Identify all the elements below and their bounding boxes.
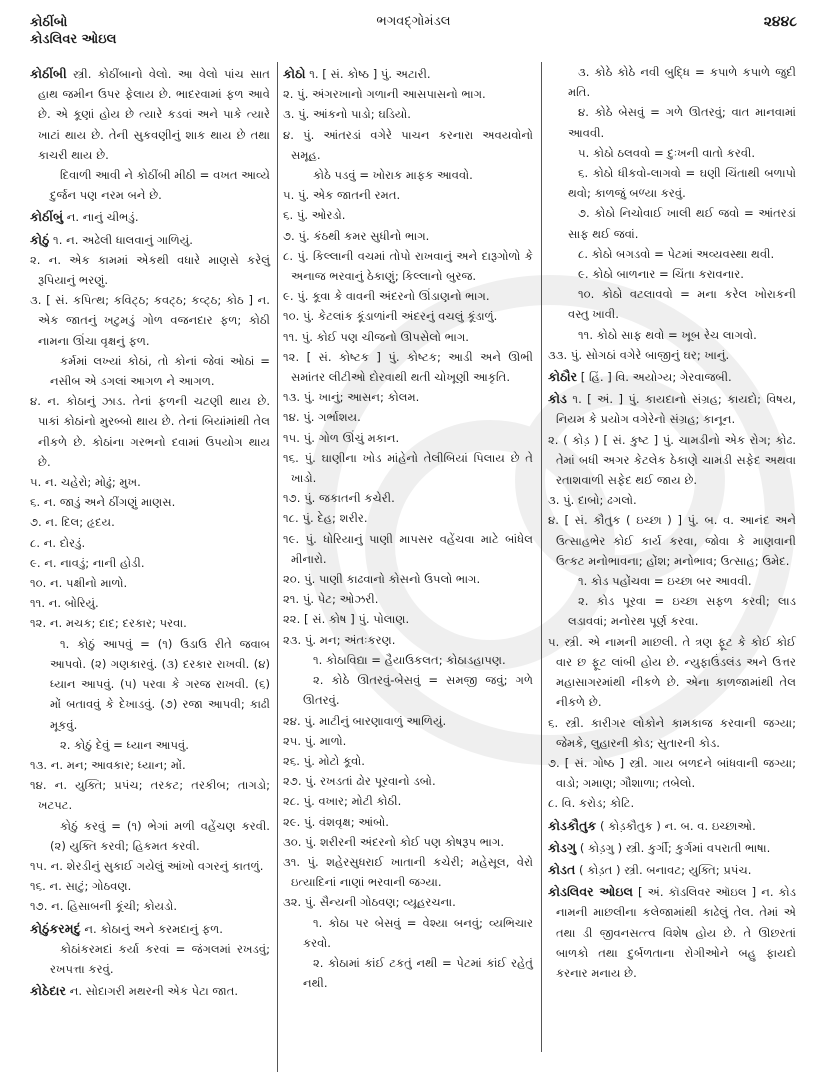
dictionary-entry [30, 919, 270, 939]
definition-text: [ અં. કૉડલિવર ઑઇલ ] ન. કોડ નામની માછલીના કલેજામાંથી કાઢેલું તેલ. તેમાં એ તથા ડી જીવનસત્ત્વ વિશેષ હોય છે. તે ઊછરતાં બાળકો તથા દુર્બળતાના રોગીઓને બહુ ફાયદો કરનાર મનાય છે. [556, 885, 796, 980]
idiom-phrase: કોઠે પડવું = ખોરાક માફક આવવો. [313, 168, 473, 183]
sense-definition: ૭. પું. કંઠથી કમર સુધીનો ભાગ. [283, 228, 430, 243]
guide-word-last: કોડલિવર ઓઇલ [30, 32, 117, 47]
dictionary-entry [30, 207, 270, 227]
sense-definition: ૯. ન. નાવડું; નાની હોડી. [30, 555, 145, 570]
sense-definition: ૩. પું. દાબો; ઢગલો. [548, 493, 637, 508]
headword: કોઠો [283, 66, 306, 81]
sense-definition: ૭. ન. દિલ; હૃદય. [30, 515, 115, 530]
definition-text: ન. સોદાગરી મથરની એક પેટા જાત. [66, 984, 239, 999]
column-2 [283, 62, 533, 993]
idiom-phrase: કોઠું કરવું = (૧) ભેગાં મળી વહેંચણ કરવી. (૨) યુક્તિ કરવી; હિકમત કરવી. [50, 818, 270, 853]
sense-definition: ૧૧. ન. બોરિયું. [30, 596, 99, 611]
definition-text: ૧. [ અં. ] પું. કાયદાનો સંગ્રહ; કાયદો; વિષય, નિયમ કે પ્રયોગ વગેરેનો સંગ્રહ; કાનૂન. [556, 392, 796, 427]
sense-definition: ૮. પું. કિલ્લાની વચમાં તોપો રાખવાનું અને દારૂગોળો કે અનાજ ભરવાનું ઠેકાણું; કિલ્લાનો બુરજ. [283, 248, 533, 284]
column-divider [277, 62, 278, 1072]
column-divider [541, 62, 542, 1052]
idiom-phrase: દિવાળી આવી ને કોઠીંબી મીઠી = વખત આવ્યે દુર્જન પણ નરમ બને છે. [50, 168, 270, 203]
sense-definition: ૪. પું. આંતરડાં વગેરે પાચન કરનારા અવયવોનો સમૂહ. [283, 127, 533, 162]
headword: કોઠીંબું [30, 209, 64, 225]
sense-definition: ૧૦. ન. પક્ષીનો માળો. [30, 576, 128, 591]
headword: કોડકૌતુક [548, 817, 597, 833]
dictionary-entry [548, 816, 796, 836]
idiom-phrase: કોઠાંકરમદાં કર્યા કરવાં = જંગલમાં રખડવું; રખપત્તા કરવું. [50, 941, 270, 976]
sense-definition: ૨૦. પું. પાણી કાઢવાનો કોસનો ઉપલો ભાગ. [283, 572, 481, 587]
headword: કોઠેદાર [30, 983, 67, 999]
definition-text: ૧. ન. અઢેલી ધાલવાનું ગાળિયું. [49, 232, 193, 247]
sense-definition: ૫. પું. એક જાતની રમત. [283, 188, 401, 203]
idiom-phrase: ૮. કોઠો બગડવો = પેટમાં અવ્યવસ્થા થવી. [578, 246, 775, 261]
idiom-phrase: ૯. કોઠો બાળનાર = ચિંતા કરાવનાર. [578, 267, 744, 282]
idiom-phrase: ૧૧. કોઠો સાફ થવો = ખૂબ રેચ લાગવો. [578, 327, 757, 342]
sense-definition: ૨૬. પું. મોટો કૂવો. [283, 753, 365, 768]
headword: કોઠૌર [548, 369, 578, 385]
sense-definition: ૩૧. પું. શહેરસુધરાઈ ખાતાની કચેરી; મહેસૂલ, વેરો ઇત્યાદિનાં નાણાં ભરવાની જગ્યા. [283, 854, 533, 890]
headword: કોડગુ [548, 839, 577, 855]
sense-definition: ૧૭. ન. હિસાબની કૂંચી; કોયડો. [30, 899, 178, 914]
definition-text: ન. કોઠાનું અને કરમદાનું ફળ. [80, 921, 223, 936]
idiom-phrase: ૨. કોડ પૂરવા = ઇચ્છા સફળ કરવી; લાડ લડાવવાં; મનોરથ પૂર્ણ કરવા. [568, 594, 796, 629]
sense-definition: ૩૨. પું. સૈન્યની ગોઠવણ; વ્યૂહરચના. [283, 895, 456, 910]
sense-definition: ૨૫. પું. માળો. [283, 733, 347, 748]
sense-definition: ૫. સ્ત્રી. એ નામની માછલી. તે ત્રણ ફૂટ કે કોઈ કોઈ વાર છ ફૂટ લાંબી હોય છે. ન્યુફાઉંડલંડ અને ઉત્તર મહાસાગરમાંથી નીકળે છે. એના કાળજામાંથી તેલ નીકળે છે. [548, 634, 796, 710]
sense-definition: ૯. પું. કૂવા કે વાવની અંદરનો ઊંડાણનો ભાગ. [283, 289, 490, 304]
sense-definition: ૨૧. પું. પેટ; ઓઝરી. [283, 592, 379, 607]
sense-definition: ૧૩. પું. ખાનું; આસન; કોલમ. [283, 390, 420, 405]
idiom-phrase: ૫. કોઠો ઠલવવો = દુઃખની વાતો કરવી. [578, 145, 756, 160]
idiom-phrase: ૧. કોઠું આપવું = (૧) ઉડાઉ રીતે જવાબ આપવો. (૨) ગણકારવું. (૩) દરકાર રાખવી. (૪) ધ્યાન આપવું. (૫) પરવા કે ગરજ રાખવી. (૬) મોં બતાવવું કે દેખાડવું. (૭) રજા આપવી; કાઢી મૂકવું. [50, 636, 270, 732]
running-title: ભગવદ્ગોમંડલ [376, 14, 451, 29]
sense-definition: ૧૪. પું. ગર્ભાશય. [283, 410, 361, 425]
sense-definition: ૧૮. પું. દેહ; શરીર. [283, 511, 368, 526]
sense-definition: ૧૧. પું. કોઈ પણ ચીજનો ઊપસેલો ભાગ. [283, 329, 469, 344]
definition-text: ન. નાનું ચીભડું. [63, 210, 139, 225]
definition-text: ૧. [ સં. કોષ્ઠ ] પું. અટારી. [305, 67, 431, 81]
dictionary-entry [548, 367, 796, 387]
sense-definition: ૩. પું. આંકનો પાડો; ઘડિયો. [283, 107, 411, 122]
idiom-phrase: કર્મમાં લખ્યાં કોઠાં, તો કોનાં જેવાં ઓઠાં = નસીબ એ ડગલાં આગળ ને આગળ. [50, 353, 270, 389]
idiom-phrase: ૨. કોઠું દેવું = ધ્યાન આપવું. [60, 737, 189, 752]
dictionary-entry [548, 838, 796, 858]
definition-text: [ હિં. ] વિ. અયોગ્ય; ગેરવાજબી. [577, 370, 732, 385]
sense-definition: ૪. [ સં. કૌતુક ( ઇચ્છા ) ] પું. બ. વ. આનંદ અને ઉત્સાહભેર કોઈ કાર્ય કરવા, જોવા કે માણવાની ઉત્કટ મનોભાવના; હોંશ; મનોભાવ; ઉત્સાહ; ઉમેદ. [548, 513, 796, 568]
sense-definition: ૧૨. [ સં. કોષ્ટક ] પું. કોષ્ટક; આડી અને ઊભી સમાંતર લીટીઓ દોરવાથી થતી ચોખૂણી આકૃતિ. [283, 349, 533, 385]
idiom-phrase: ૧૦. કોઠો વટલાવવો = મના કરેલ ખોરાકની વસ્તુ ખાવી. [568, 287, 796, 322]
sense-definition: ૧૬. પું. ઘાણીના ખોડ માંહેનો તેલીબિયાં પિલાય છે તે ખાડો. [283, 450, 533, 486]
idiom-phrase: ૨. કોઠે ઊતરવું-બેસવું = સમજી જવું; ગળે ઊતરવું. [303, 673, 533, 708]
sense-definition: ૨૩. પું. મન; અંતઃકરણ. [283, 632, 396, 647]
definition-text: ( કોડ઼ગુ ) સ્ત્રી. કુર્ગી; કુર્ગમાં વપરાતી ભાષા. [576, 840, 771, 855]
sense-definition: ૪. ન. કોઠાનું ઝાડ. તેનાં ફળની ચટણી થાય છે. પાકાં કોઠાંનો મુરબ્બો થાય છે. તેનાં બિયાંમાંથી તેલ નીકળે છે. કોઠાંના ગરભનો દવામાં ઉપયોગ થાય છે. [30, 394, 270, 469]
sense-definition: ૩. [ સં. કપિત્થ; કવિટ્ઠ; કવટ્ઠ; કવ્ટ્ઠ; કોઠ ] ન. એક જાતનું ખટુમડું ગોળ વજનદાર ફળ; કોઠી નામના ઊંચા વૃક્ષનું ફળ. [30, 293, 270, 348]
sense-definition: ૭. [ સં. ગોષ્ઠ ] સ્ત્રી. ગાય બળદને બાંધવાની જગ્યા; વાડો; ગમાણ; ગૌશાળા; તબેલો. [548, 755, 796, 791]
headword: કોડલિવર ઓઇલ [548, 884, 634, 900]
dictionary-entry [30, 64, 270, 165]
sense-definition: ૧૫. પું. ગોળ ઊંચું મકાન. [283, 430, 400, 445]
sense-definition: ૨૯. પું. વંશવૃક્ષ; આંબો. [283, 814, 389, 829]
sense-definition: ૮. ન. દોરડું. [30, 535, 86, 550]
sense-definition: ૨૮. પું. વખાર; મોટી કોઠી. [283, 794, 402, 809]
sense-definition: ૧૬. ન. સાટું; ગોઠવણ. [30, 879, 132, 894]
idiom-phrase: ૭. કોઠો નિચોવાઈ ખાલી થઈ જવો = આંતરડાં સાફ થઈ જવાં. [568, 206, 796, 241]
sense-definition: ૨૭. પું. રખડતાં ઢોર પૂરવાનો ડબો. [283, 774, 436, 789]
sense-definition: ૧૨. ન. મચક; દાદ; દરકાર; પરવા. [30, 616, 187, 631]
dictionary-entry [548, 860, 796, 880]
headword: કોડ [548, 391, 567, 407]
sense-definition: ૫. ન. ચહેરો; મોઢું; મુખ. [30, 475, 141, 490]
sense-definition: ૧૭. પું. જકાતની કચેરી. [283, 491, 395, 506]
sense-definition: ૨૨. [ સં. કોષ ] પું. પોલાણ. [283, 612, 410, 627]
idiom-phrase: ૪. કોઠે બેસવું = ગળે ઊતરવું; વાત માનવામાં આવવી. [568, 105, 796, 140]
idiom-phrase: ૧. કોડ પહોંચવા = ઇચ્છા બર આવવી. [578, 574, 752, 589]
idiom-phrase: ૨. કોઠામાં કાંઈ ટકતું નથી = પેટમાં કાંઈ રહેતું નથી. [303, 955, 533, 991]
idiom-phrase: ૬. કોઠો ધીકવો-લાગવો = ઘણી ચિંતાથી બળાપો થવો; કાળજું બળ્યા કરવું. [568, 166, 796, 201]
guide-word-first: કોઠીંબો [30, 15, 68, 30]
sense-definition: ૨. ( કોડ઼ ) [ સં. કુષ્ટ ] પું. ચામડીનો એક રોગ; કોઢ. તેમાં બધી અગર કેટલેક ઠેકાણે ચામડી સફેદ અથવા રતાશવાળી સફેદ થઈ જાય છે. [548, 432, 796, 488]
headword: કોઠીંબી [30, 66, 67, 81]
sense-definition: ૧૩. ન. મન; આવકાર; ધ્યાન; મોં. [30, 757, 186, 772]
idiom-phrase: ૧. કોઠાવિદ્યા = હૈયાઉકલત; કોઠાડહાપણ. [313, 652, 506, 667]
sense-definition: ૨. પું. અંગરખાનો ગળાની આસપાસનો ભાગ. [283, 87, 486, 102]
sense-definition: ૨. ન. એક કામમાં એકથી વધારે માણસે કરેલું રૂપિયાનું ભરણું. [30, 252, 270, 288]
dictionary-entry [548, 389, 796, 429]
definition-text: સ્ત્રી. કોઠીંબાનો વેલો. આ વેલો પાંચ સાત હાથ જમીન ઉપર ફેલાય છે. ભાદરવામાં ફળ આવે છે. એ કૂણાં હોય છે ત્યારે કડવાં અને પાકે ત્યારે ખાટાં થાય છે. તેની સુકવણીનું શાક થાય છે તથા કાચરી થાય છે. [38, 67, 270, 162]
dictionary-entry [30, 981, 270, 1001]
sense-definition: ૬. પું. ઓરડો. [283, 208, 346, 223]
dictionary-entry [548, 882, 796, 983]
sense-definition: ૮. વિ. કરોડ; કોટિ. [548, 796, 635, 811]
sense-definition: ૧૪. ન. યુક્તિ; પ્રપંચ; તરકટ; તરકીબ; તાગડો; ખટપટ. [30, 778, 270, 813]
sense-definition: ૬. ન. જાડું અને ઠીંગણું માણસ. [30, 495, 176, 510]
headword: કોઠુંકરમદું [30, 920, 81, 936]
sense-definition: ૩૦. પું. શરીરની અંદરનો કોઈ પણ કોષરૂપ ભાગ. [283, 834, 505, 849]
column-1 [30, 62, 270, 1001]
dictionary-entry [283, 64, 533, 84]
sense-definition: ૧૦. પું. કેટલાંક કૂંડાળાંની અંદરનું વચલું કૂંડાળું. [283, 309, 498, 324]
page-number: ૨૪૪૮ [763, 14, 797, 30]
definition-text: ( કોડ઼ત ) સ્ત્રી. બનાવટ; યુક્તિ; પ્રપંચ. [575, 862, 752, 877]
sense-definition: ૨૪. પું. માટીનું બારણાવાળું આળિયું. [283, 713, 447, 728]
headword: કોઠું [30, 231, 50, 247]
sense-definition: ૧૯. પું. ધોરિયાનું પાણી માપસર વહેંચવા માટે બાંધેલ મીનારો. [283, 531, 533, 566]
dictionary-entry [30, 230, 270, 250]
idiom-phrase: ૩. કોઠે કોઠે નવી બુદ્ધિ = કપાળે કપાળે જુદી મતિ. [568, 65, 796, 100]
column-3 [548, 62, 796, 983]
definition-text: ( કોડ઼કૌતુક ) ન. બ. વ. ઇચ્છાઓ. [596, 818, 756, 833]
sense-definition: ૬. સ્ત્રી. કારીગર લોકોને કામકાજ કરવાની જગ્યા; જેમકે, લુહારની કોડ; સુતારની કોડ. [548, 715, 796, 750]
page-header [30, 14, 797, 54]
idiom-phrase: ૧. કોઠા પર બેસવું = વેશ્યા બનવું; વ્યભિચાર કરવો. [303, 915, 533, 950]
sense-definition: ૧૫. ન. શેરડીનું સુકાઈ ગયેલું આંખો વગરનું કાતળું. [30, 858, 264, 873]
sense-definition: ૩૩. પું. સોગઠાં વગેરે બાજીનું ઘર; ખાનું. [548, 347, 730, 362]
headword: કોડત [548, 861, 576, 877]
